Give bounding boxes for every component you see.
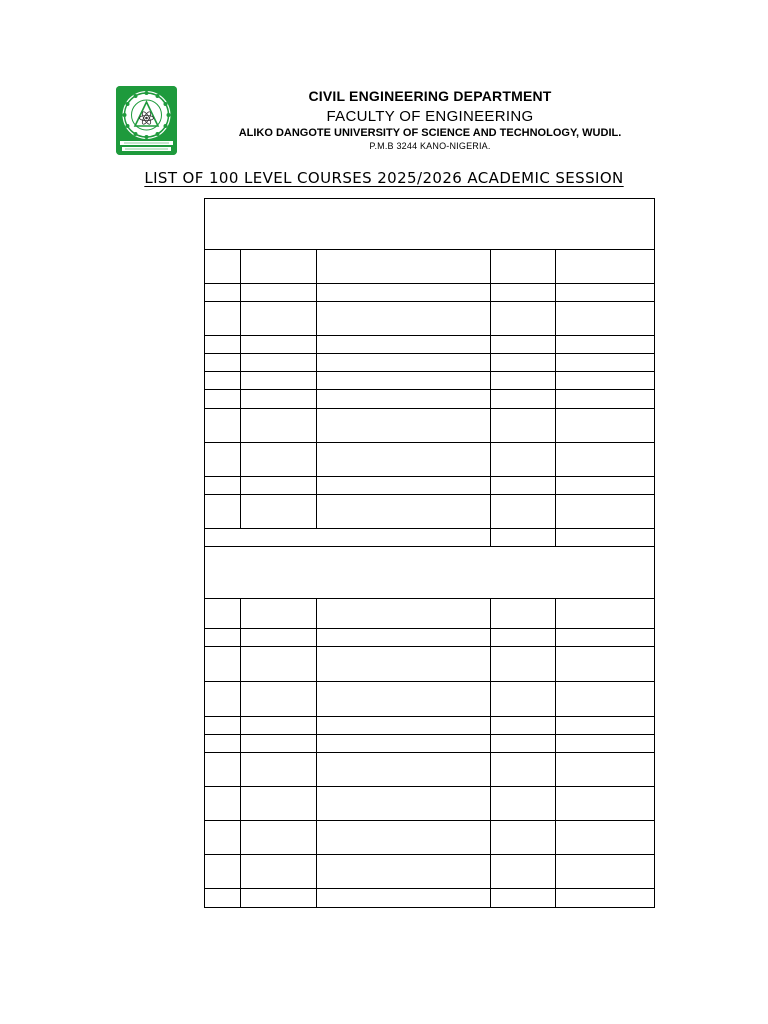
table-row-line: [204, 301, 655, 302]
table-row-line: [204, 752, 655, 753]
table-column-line: [240, 598, 241, 908]
table-border-right: [654, 198, 655, 908]
table-row-line: [204, 820, 655, 821]
table-row-line: [204, 283, 655, 284]
table-row-line: [204, 734, 655, 735]
table-row-line: [204, 494, 655, 495]
table-row-line: [204, 786, 655, 787]
table-row-line: [204, 249, 655, 250]
document-title: LIST OF 100 LEVEL COURSES 2025/2026 ACADEMIC SESSION: [144, 169, 624, 187]
table-row-line: [204, 476, 655, 477]
table-column-line: [240, 249, 241, 529]
table-column-line: [316, 598, 317, 908]
table-row-line: [204, 335, 655, 336]
table-column-line: [316, 249, 317, 529]
table-row-line: [204, 528, 655, 529]
table-row-line: [204, 546, 655, 547]
table-row-line: [204, 716, 655, 717]
postal-address: P.M.B 3244 KANO-NIGERIA.: [369, 141, 491, 151]
table-border-left: [204, 198, 205, 908]
table-row-line: [204, 628, 655, 629]
table-total-column-line: [555, 528, 556, 547]
table-row-line: [204, 371, 655, 372]
table-column-line: [555, 249, 556, 529]
table-column-line: [490, 249, 491, 529]
faculty-name: FACULTY OF ENGINEERING: [326, 108, 534, 125]
table-row-line: [204, 389, 655, 390]
table-row-line: [204, 646, 655, 647]
table-row-line: [204, 854, 655, 855]
table-row-line: [204, 353, 655, 354]
table-column-line: [555, 598, 556, 908]
table-row-line: [204, 442, 655, 443]
table-row-line: [204, 598, 655, 599]
table-total-column-line: [490, 528, 491, 547]
table-column-line: [490, 598, 491, 908]
department-name: CIVIL ENGINEERING DEPARTMENT: [308, 88, 552, 104]
table-row-line: [204, 408, 655, 409]
table-row-line: [204, 681, 655, 682]
university-name: ALIKO DANGOTE UNIVERSITY OF SCIENCE AND TECHNOLOGY, WUDIL.: [238, 127, 622, 139]
table-row-line: [204, 888, 655, 889]
table-border-top: [204, 198, 655, 199]
table-border-bottom: [204, 907, 655, 908]
